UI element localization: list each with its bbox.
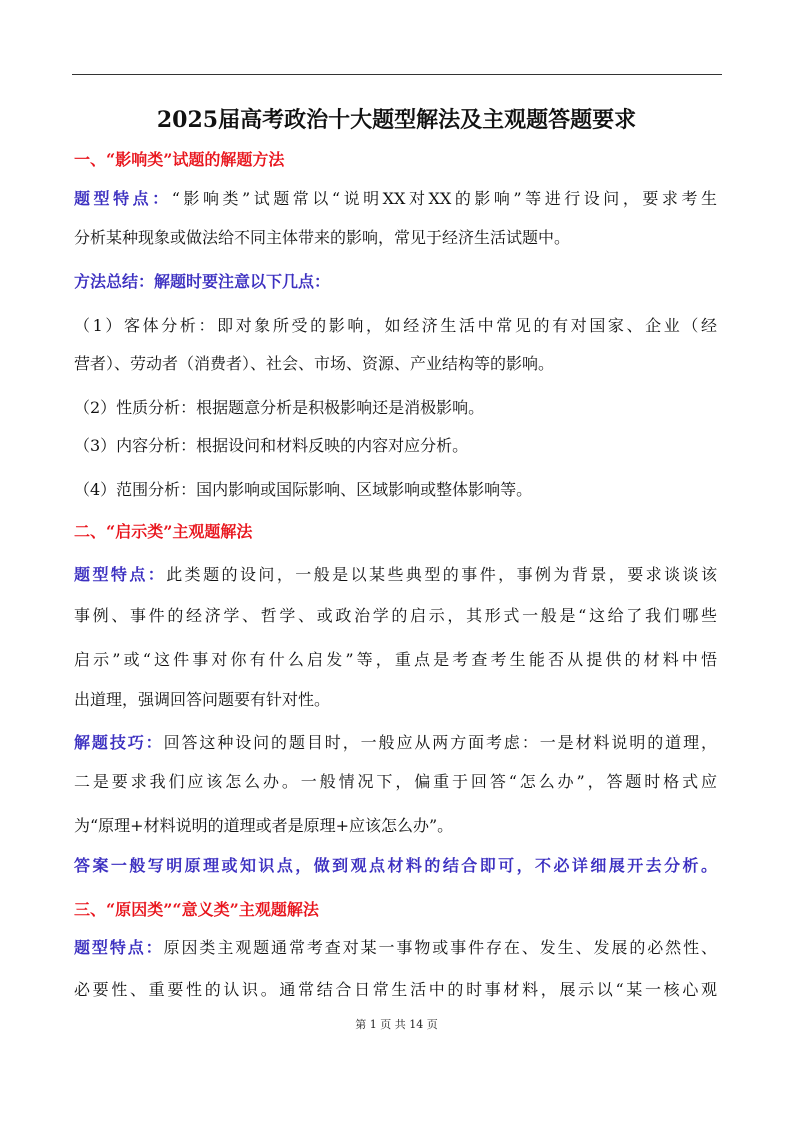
section-heading-2: 二、“启示类”主观题解法 [74,522,253,541]
paragraph-line: 启示”或“这件事对你有什么启发”等，重点是考查考生能否从提供的材料中悟 [74,650,717,669]
section-heading-1: 一、“影响类”试题的解题方法 [74,150,285,169]
section-heading-3: 三、“原因类”“意义类”主观题解法 [74,900,319,919]
paragraph-line: （4）范围分析：国内影响或国际影响、区域影响或整体影响等。 [74,480,533,499]
paragraph-line [74,732,717,754]
text: “影响类”试题常以“说明XX对XX的影响”等进行设问，要求考生 [171,189,717,208]
text: 此类题的设问，一般是以某些典型的事件，事例为背景，要求谈谈该 [166,565,717,584]
paragraph-line [74,564,717,586]
paragraph-line: 营者）、劳动者（消费者）、社会、市场、资源、产业结构等的影响。 [74,354,555,373]
paragraph-line: （3）内容分析：根据设问和材料反映的内容对应分析。 [74,436,469,455]
tip-label: 解题技巧： [74,733,164,752]
paragraph-line: （1）客体分析：即对象所受的影响，如经济生活中常见的有对国家、企业（经 [74,316,717,335]
document-title: 2025届高考政治十大题型解法及主观题答题要求 [156,107,637,133]
method-label: 方法总结：解题时要注意以下几点： [74,272,331,291]
paragraph-line: 为“原理+材料说明的道理或者是原理+应该怎么办”。 [74,816,454,835]
paragraph-line: 二是要求我们应该怎么办。一般情况下，偏重于回答“怎么办”，答题时格式应 [74,772,717,791]
feature-label: 题型特点： [74,189,172,208]
paragraph-line: 出道理，强调回答问题要有针对性。 [74,690,331,709]
header-rule [72,74,722,75]
page-number: 第 1 页 共 14 页 [355,1018,438,1031]
text: 回答这种设问的题目时，一般应从两方面考虑：一是材料说明的道理， [163,733,717,752]
paragraph-line: 必要性、重要性的认识。通常结合日常生活中的时事材料，展示以“某一核心观 [74,980,717,999]
paragraph-line: 分析某种现象或做法给不同主体带来的影响，常见于经济生活试题中。 [74,228,571,247]
paragraph-line: 事例、事件的经济学、哲学、或政治学的启示，其形式一般是“这给了我们哪些 [74,606,717,625]
feature-label: 题型特点： [74,565,167,584]
paragraph-line: （2）性质分析：根据题意分析是积极影响还是消极影响。 [74,398,485,417]
answer-note: 答案一般写明原理或知识点，做到观点材料的结合即可，不必详细展开去分析。 [74,856,717,875]
feature-label: 题型特点： [74,938,164,957]
text: 原因类主观题通常考查对某一事物或事件存在、发生、发展的必然性、 [163,938,717,957]
paragraph-line [74,188,717,210]
paragraph-line [74,937,717,959]
